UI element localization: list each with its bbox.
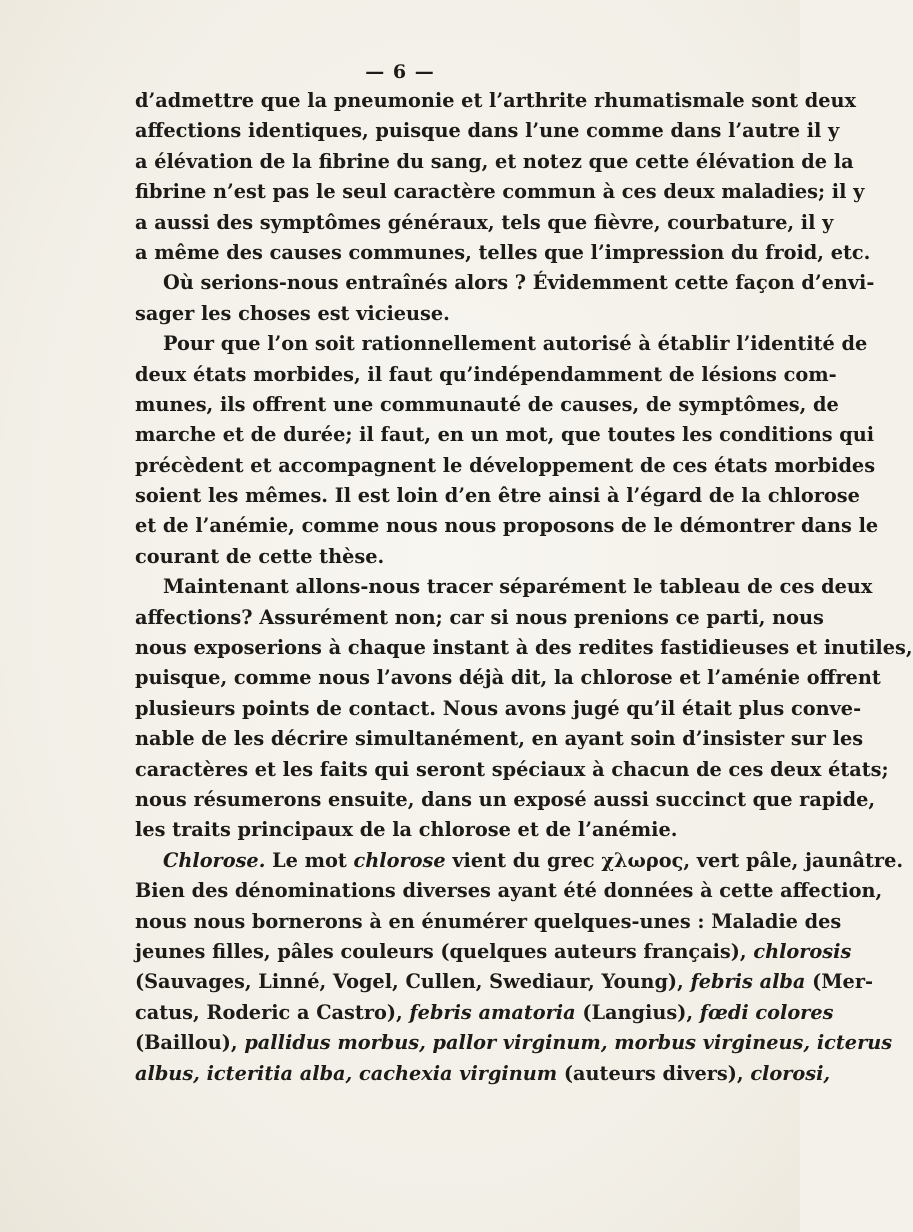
text-line (135, 147, 854, 177)
text-segment: catus, Roderic a Castro), (135, 1000, 410, 1024)
text-line (135, 998, 834, 1028)
text-line (135, 603, 824, 633)
text-line (135, 420, 875, 450)
text-line (135, 116, 840, 146)
text-segment: les traits principaux de la chlorose et de l’anémie. (135, 818, 678, 842)
text-segment: nous nous bornerons à en énumérer quelques-unes : Maladie des (135, 909, 842, 933)
text-line (135, 511, 879, 541)
text-segment: et de l’anémie, comme nous nous proposons de le démontrer dans le (135, 514, 879, 538)
text-line (135, 1059, 831, 1089)
text-line (135, 663, 881, 693)
text-segment: a aussi des symptômes généraux, tels que fièvre, courbature, il y (135, 210, 834, 234)
text-segment: sager les choses est vicieuse. (135, 301, 450, 325)
text-segment: nable de les décrire simultanément, en ayant soin d’insister sur les (135, 727, 864, 751)
text-segment: affections identiques, puisque dans l’une comme dans l’autre il y (135, 119, 840, 143)
text-segment: (Baillou), (135, 1031, 245, 1055)
text-segment: (Mer- (805, 970, 873, 994)
text-segment: précèdent et accompagnent le développement de ces états morbides (135, 453, 876, 477)
italic-text: pallidus morbus, pallor virginum, morbus virgineus, icterus (244, 1031, 893, 1055)
text-line (135, 451, 876, 481)
text-line (135, 815, 767, 845)
text-line (135, 937, 852, 967)
text-line (135, 542, 767, 572)
text-line (135, 785, 876, 815)
text-segment: a élévation de la fibrine du sang, et notez que cette élévation de la (135, 149, 854, 173)
text-line (135, 846, 904, 876)
italic-text: fœdi colores (699, 1000, 834, 1024)
text-segment: Bien des dénominations diverses ayant été données à cette affection, (135, 879, 883, 903)
text-line (135, 268, 875, 298)
text-segment: nous résumerons ensuite, dans un exposé aussi succinct que rapide, (135, 787, 876, 811)
body-text (135, 86, 913, 1089)
text-line (135, 481, 860, 511)
text-line (135, 390, 839, 420)
text-line (135, 1028, 893, 1058)
text-segment: d’admettre que la pneumonie et l’arthrite rhumatismale sont deux (135, 89, 857, 112)
text-segment: jeunes filles, pâles couleurs (quelques auteurs français), (135, 939, 754, 963)
italic-text: clorosi, (750, 1061, 831, 1085)
text-line (135, 177, 865, 207)
text-segment: fibrine n’est pas le seul caractère commun à ces deux maladies; il y (135, 180, 865, 204)
page-number: — 6 — (365, 61, 435, 83)
italic-text: chlorosis (753, 939, 852, 963)
italic-text: febris alba (690, 970, 806, 994)
text-segment: puisque, comme nous l’avons déjà dit, la chlorose et l’aménie offrent (135, 666, 881, 690)
text-line (135, 86, 857, 116)
text-segment: deux états morbides, il faut qu’indépendamment de lésions com- (135, 362, 837, 386)
text-line (135, 724, 864, 754)
text-segment: soient les mêmes. Il est loin d’en être ainsi à l’égard de la chlorose (135, 484, 860, 508)
italic-text: chlorose (353, 848, 446, 872)
text-segment: a même des causes communes, telles que l’impression du froid, etc. (135, 240, 871, 264)
text-segment: (Langius), (575, 1000, 700, 1024)
text-segment: courant de cette thèse. (135, 544, 385, 568)
text-segment: Le mot (265, 848, 354, 872)
text-line (135, 572, 873, 602)
text-line (135, 876, 883, 906)
text-segment: (auteurs divers), (557, 1061, 751, 1085)
text-segment: Où serions-nous entraînés alors ? Évidemment cette façon d’envi- (163, 271, 875, 295)
text-segment: caractères et les faits qui seront spéciaux à chacun de ces deux états; (135, 757, 889, 781)
text-segment: marche et de durée; il faut, en un mot, que toutes les conditions qui (135, 423, 875, 447)
italic-text: albus, icteritia alba, cachexia virginum (135, 1061, 558, 1085)
text-line (135, 967, 873, 997)
italic-text: Chlorose. (163, 848, 266, 872)
text-segment: vient du grec χλωρος, vert pâle, jaunâtre. (445, 848, 904, 872)
text-line (135, 208, 834, 238)
text-segment: Maintenant allons-nous tracer séparément le tableau de ces deux (163, 575, 873, 599)
text-line (135, 299, 767, 329)
text-line (135, 329, 868, 359)
text-line (135, 238, 871, 268)
text-segment: nous exposerions à chaque instant à des redites fastidieuses et inutiles, (135, 636, 913, 660)
text-line (135, 755, 889, 785)
text-segment: affections? Assurément non; car si nous prenions ce parti, nous (135, 605, 824, 629)
italic-text: febris amatoria (409, 1000, 576, 1024)
text-segment: munes, ils offrent une communauté de causes, de symptômes, de (135, 392, 839, 416)
text-segment: (Sauvages, Linné, Vogel, Cullen, Swediaur, Young), (135, 970, 691, 994)
text-segment: Pour que l’on soit rationnellement autorisé à établir l’identité de (163, 332, 868, 356)
text-line (135, 633, 913, 663)
text-line (135, 907, 842, 937)
text-line (135, 694, 862, 724)
text-line (135, 360, 837, 390)
text-segment: plusieurs points de contact. Nous avons jugé qu’il était plus conve- (135, 696, 862, 720)
